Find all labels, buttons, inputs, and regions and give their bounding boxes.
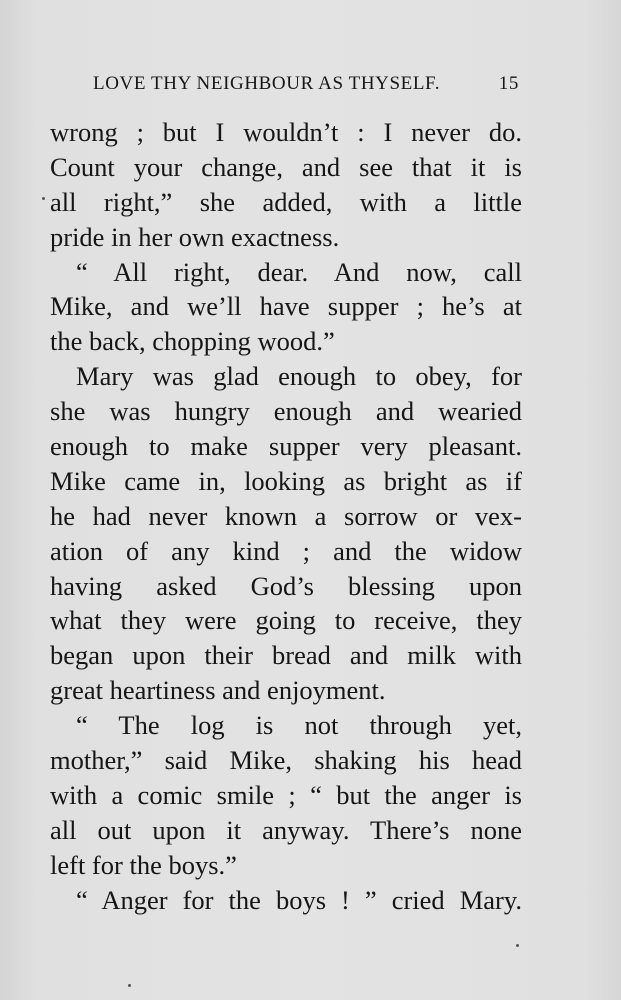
text-line: wrong ; but I wouldn’t : I never do. <box>50 117 522 147</box>
text-line: left for the boys.” <box>50 849 237 880</box>
body-text <box>50 115 522 917</box>
print-speck <box>42 197 45 200</box>
text-line: pride in her own exactness. <box>50 221 340 252</box>
text-line: what they were going to receive, they <box>50 605 522 636</box>
text-line: Count your change, and see that it is <box>50 151 522 182</box>
text-line: “ Anger for the boys ! ” cried Mary. <box>76 884 522 915</box>
text-line: she was hungry enough and wearied <box>50 396 522 427</box>
text-line: all out upon it anyway. There’s none <box>50 814 522 845</box>
running-header <box>93 73 519 101</box>
running-title: LOVE THY NEIGHBOUR AS THYSELF. <box>93 73 441 94</box>
text-line: Mary was glad enough to obey, for <box>76 361 522 392</box>
text-line: great heartiness and enjoyment. <box>50 675 386 706</box>
text-line: began upon their bread and milk with <box>50 640 522 671</box>
text-line: “ The log is not through yet, <box>76 710 522 741</box>
page-number: 15 <box>498 73 519 94</box>
text-line: with a comic smile ; “ but the anger is <box>50 779 522 810</box>
text-line: he had never known a sorrow or vex- <box>50 500 522 531</box>
text-line: “ All right, dear. And now, call <box>76 256 522 287</box>
text-line: ation of any kind ; and the widow <box>50 535 522 566</box>
text-line: enough to make supper very pleasant. <box>50 431 522 462</box>
print-speck <box>128 984 131 987</box>
text-line: the back, chopping wood.” <box>50 326 335 357</box>
print-speck <box>516 944 519 947</box>
text-line: mother,” said Mike, shaking his head <box>50 745 522 776</box>
text-line: Mike, and we’ll have supper ; he’s at <box>50 291 522 322</box>
text-line: having asked God’s blessing upon <box>50 570 522 601</box>
text-line: all right,” she added, with a little <box>50 186 522 217</box>
text-line: Mike came in, looking as bright as if <box>50 465 522 496</box>
